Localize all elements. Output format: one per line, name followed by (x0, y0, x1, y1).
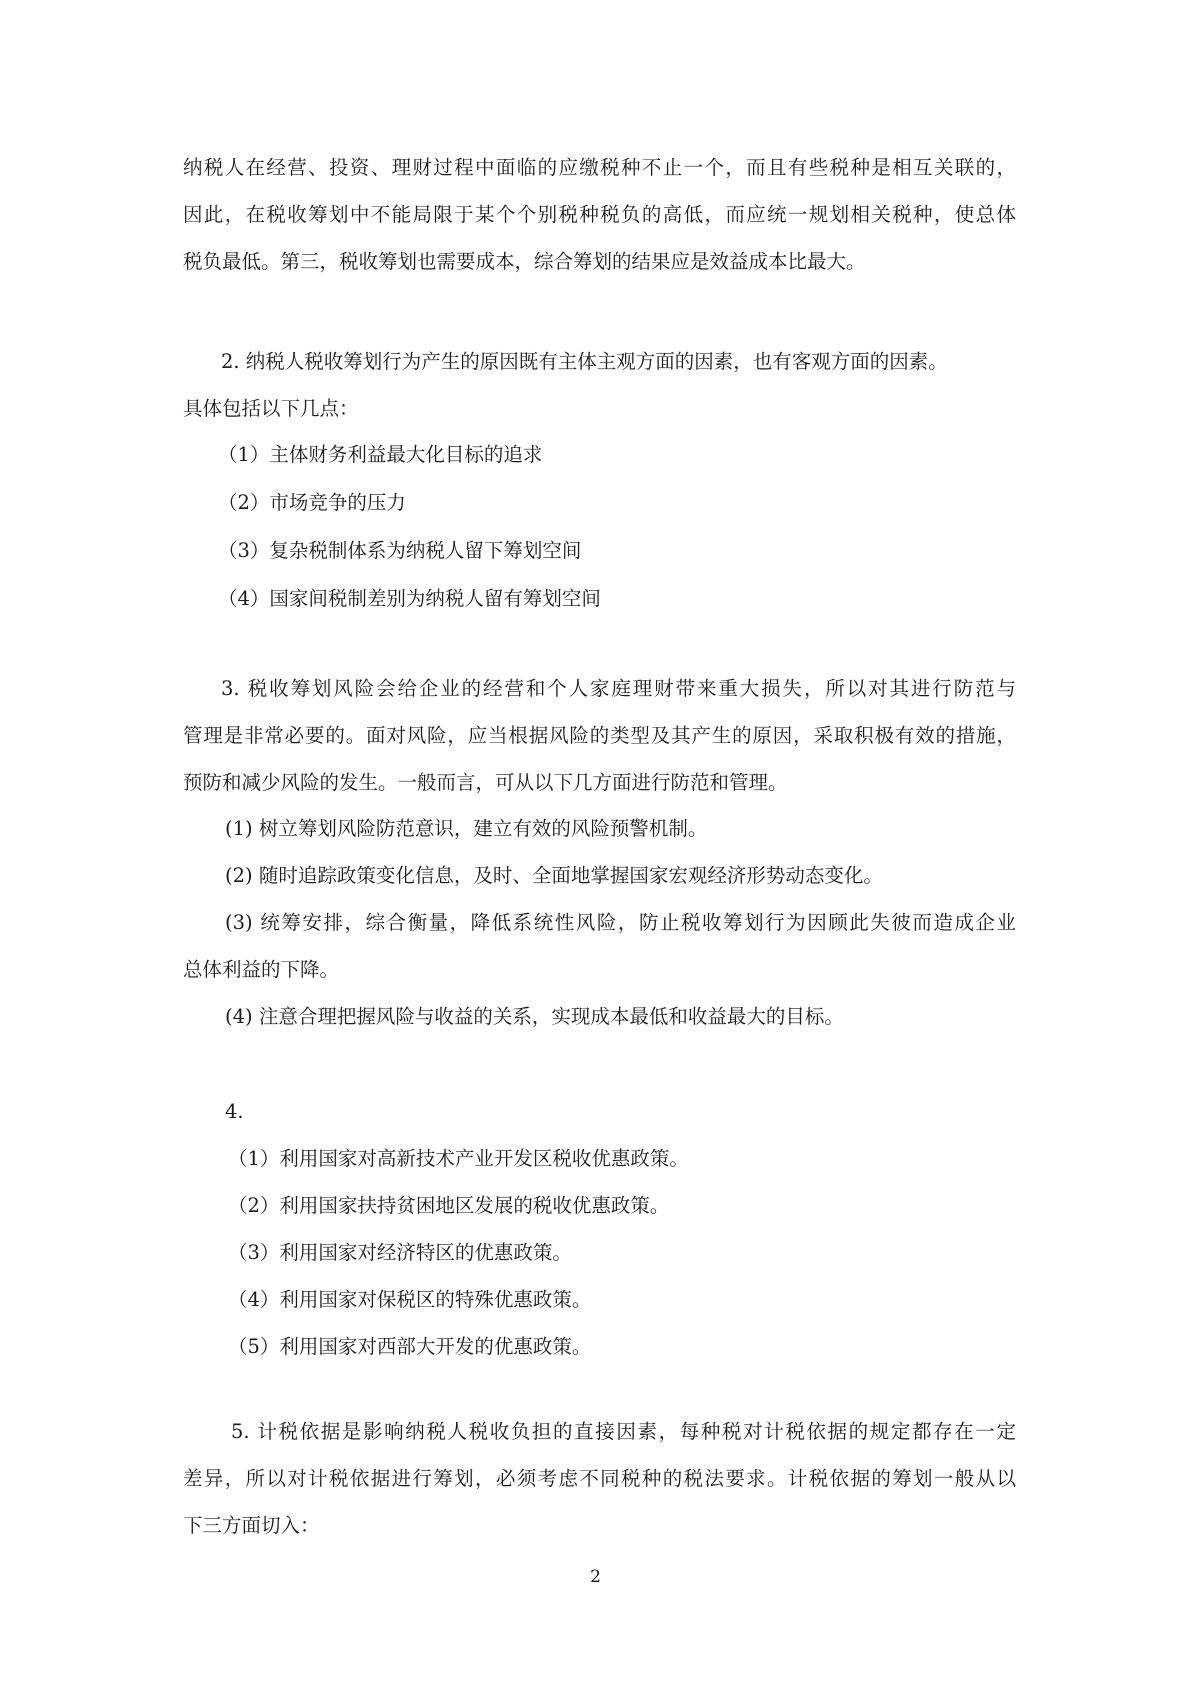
list-item: (1) 树立筹划风险防范意识，建立有效的风险预警机制。 (225, 817, 708, 840)
paragraph-line: 3. 税收筹划风险会给企业的经营和个人家庭理财带来重大损失，所以对其进行防范与 (221, 677, 1016, 700)
list-item: （2）市场竞争的压力 (218, 491, 406, 514)
paragraph-line: 纳税人在经营、投资、理财过程中面临的应缴税种不止一个，而且有些税种是相互关联的， (183, 156, 1016, 179)
list-item: （3）复杂税制体系为纳税人留下筹划空间 (218, 539, 582, 562)
section-4-heading: 4. (225, 1100, 244, 1123)
list-item: （1）主体财务利益最大化目标的追求 (218, 443, 543, 466)
list-item: (2) 随时追踪政策变化信息，及时、全面地掌握国家宏观经济形势动态变化。 (225, 864, 883, 887)
paragraph-line: 具体包括以下几点： (183, 397, 359, 420)
list-item-continuation: 总体利益的下降。 (183, 958, 340, 981)
paragraph-line: 下三方面切入： (183, 1514, 320, 1537)
list-item: （1）利用国家对高新技术产业开发区税收优惠政策。 (228, 1147, 689, 1170)
list-item: （3）利用国家对经济特区的优惠政策。 (228, 1241, 572, 1264)
list-item: (4) 注意合理把握风险与收益的关系，实现成本最低和收益最大的目标。 (225, 1005, 844, 1028)
section-5-paragraph (183, 1408, 1016, 1549)
list-item: （2）利用国家扶持贫困地区发展的税收优惠政策。 (228, 1194, 670, 1217)
list-item: （4）利用国家对保税区的特殊优惠政策。 (228, 1288, 592, 1311)
section-3-paragraph (183, 665, 1016, 806)
paragraph-line: 2. 纳税人税收筹划行为产生的原因既有主体主观方面的因素，也有客观方面的因素。 (221, 350, 948, 373)
paragraph-line: 管理是非常必要的。面对风险，应当根据风险的类型及其产生的原因，采取积极有效的措施， (183, 724, 1016, 747)
list-item: （5）利用国家对西部大开发的优惠政策。 (228, 1335, 592, 1358)
paragraph-line: 因此，在税收筹划中不能局限于某个个别税种税负的高低，而应统一规划相关税种，使总体 (183, 203, 1016, 226)
page-number: 2 (590, 1567, 601, 1587)
paragraph-line: 差异，所以对计税依据进行筹划，必须考虑不同税种的税法要求。计税依据的筹划一般从以 (183, 1467, 1016, 1490)
list-item: （4）国家间税制差别为纳税人留有筹划空间 (218, 587, 601, 610)
paragraph-line: 税负最低。第三，税收筹划也需要成本，综合筹划的结果应是效益成本比最大。 (183, 250, 866, 273)
intro-paragraph (183, 144, 1016, 285)
paragraph-line: 5. 计税依据是影响纳税人税收负担的直接因素，每种税对计税依据的规定都存在一定 (231, 1420, 1016, 1443)
list-item: (3) 统筹安排，综合衡量，降低系统性风险，防止税收筹划行为因顾此失彼而造成企业 (225, 911, 1016, 934)
section-2-paragraph (183, 338, 1016, 432)
paragraph-line: 预防和减少风险的发生。一般而言，可从以下几方面进行防范和管理。 (183, 771, 788, 794)
